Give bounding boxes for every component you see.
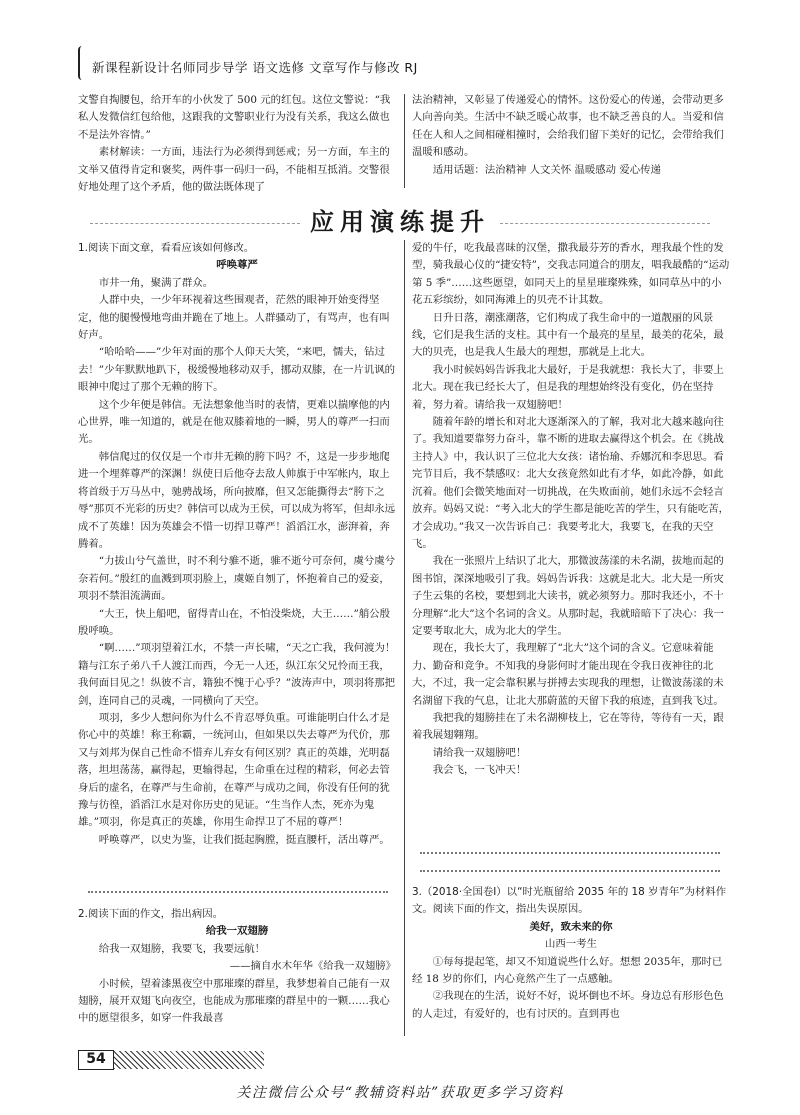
essay-2-epigraph: 给我一双翅膀，我要飞，我要远航！ xyxy=(98,942,266,955)
essay-3-paragraph: ①每每提起笔，却又不知道说些什么好。想想 2035年，那时已经 18 岁的你们，内心竟然产生了一点感触。 xyxy=(412,955,723,986)
column-divider xyxy=(404,94,405,188)
banner-ornament-left xyxy=(90,223,300,224)
applicable-topics: 适用话题：法治精神 人文关怀 温暖感动 爱心传递 xyxy=(432,163,661,176)
paragraph: 法治精神，又彰显了传递爱心的情怀。这份爱心的传递，会带动更多人向善向美。生活中不缺乏暖心故事，也不缺乏善良的人。当爱和信任在人和人之间相碰相撞时，会给我们留下美好的记忆，会带给我们温暖和感动。 xyxy=(412,94,724,159)
top-right-column xyxy=(412,92,730,179)
essay-3-author: 山西一考生 xyxy=(545,938,597,951)
material-interpretation: 素材解读：一方面，违法行为必须得到惩戒；另一方面，车主的文举又值得肯定和褒奖，两件事一码归一码，不能相互抵消。交警很好地处理了这个矛盾，他的做法既体现了 xyxy=(78,146,390,194)
footer-note: 关注微信公众号“教辅资料站”获取更多学习资料 xyxy=(236,1085,564,1101)
essay-1-paragraph: 这个少年便是韩信。无法想象他当时的表情，更难以揣摩他的内心世界，唯一知道的，就是在他双膝着地的一瞬，男人的尊严一扫而光。 xyxy=(78,398,390,446)
left-main-column xyxy=(78,240,396,849)
essay-1-paragraph: “大王，快上船吧，留得青山在，不怕没柴烧，大王……”艄公殷殷呼唤。 xyxy=(78,607,390,637)
essay-3-title: 美好，致未来的你 xyxy=(529,920,613,933)
answer-dotted-line xyxy=(420,870,720,872)
essay-2-source: ——摘自水木年华《给我一双翅膀》 xyxy=(229,960,396,973)
page-number: 54 xyxy=(78,1050,114,1070)
essay-1-paragraph: 人群中央，一少年环视着这些围观者，茫然的眼神开始变得坚定，他的腿慢慢地弯曲并跪在了地上。人群骚动了，有骂声，也有叫好声。 xyxy=(78,294,390,342)
essay-2-paragraph: 现在，我长大了，我理解了“北大”这个词的含义。它意味着能力、勤奋和竞争。不知我的身影何时才能出现在令我日夜神往的北大，不过，我一定会靠积累与拼搏去实现我的理想，让微波荡漾的未名湖留下我的气息，让北大那蔚蓝的天留下我的痕迹，直到我飞过。 xyxy=(412,642,724,707)
page-number-hatch xyxy=(114,1051,264,1069)
essay-3-paragraph: ②我现在的生活，说好不好，说坏倒也不坏。身边总有形形色色的人走过，有爱好的，也有讨厌的。直到再也 xyxy=(412,990,724,1020)
essay-1-paragraph: “力拔山兮气盖世，时不利兮骓不逝，骓不逝兮可奈何，虞兮虞兮奈若何。”殷红的血溅到项羽脸上，虞姬自刎了，怀抱着自己的爱妾，项羽不禁泪流满面。 xyxy=(78,555,396,603)
page-header xyxy=(70,44,750,82)
essay-2-paragraph: 小时候，望着漆黑夜空中那璀璨的群星，我梦想着自己能有一双翅膀，展开双翅飞向夜空，也能成为那璀璨的群星中的一颗……我心中的愿望很多，如穿一件我最喜 xyxy=(78,977,390,1025)
banner-ornament-right xyxy=(500,223,710,224)
column-divider xyxy=(404,240,405,1036)
question-3: 3.（2018·全国卷Ⅰ）以“时光瓶留给 2035 年的 18 岁青年”为材料作文。阅读下面的作文，指出失误原因。 xyxy=(412,886,727,916)
essay-2-paragraph: 请给我一双翅膀吧！ xyxy=(432,746,527,759)
essay-1-paragraph: 市井一角，聚满了群众。 xyxy=(98,276,214,289)
essay-1-title: 呼唤尊严 xyxy=(216,259,258,272)
essay-2-paragraph: 随着年龄的增长和对北大逐渐深入的了解，我对北大越来越向往了。我知道要靠努力奋斗，靠不断的进取去赢得这个机会。在《挑战主持人》中，我认识了三位北大女孩：诸怡瑜、乔娜沉和李思思。看完节目后，我不禁感叹：北大女孩竟然如此有才华，如此冷静，如此沉着。他们会微笑地面对一切挑战，在失败面前，她们永远不会轻言放弃。妈妈又说：“考入北大的学生都是能吃苦的学生，只有能吃苦，才会成功。”我又一次告诉自己：我要考北大，我要飞，在我的天空飞。 xyxy=(412,416,730,550)
essay-2-paragraph: 日升日落，潮涨潮落，它们构成了我生命中的一道靓丽的风景线，它们是我生活的支柱。其中有一个最亮的星星，最美的花朵，最大的贝壳，也是我人生最大的理想，那就是上北大。 xyxy=(412,311,724,359)
section-banner xyxy=(0,202,800,237)
question-2: 2.阅读下面的作文，指出病因。 xyxy=(78,908,223,920)
top-left-column xyxy=(78,92,396,196)
question-1: 1.阅读下面文章，看看应该如何修改。 xyxy=(78,242,255,254)
banner-title: 应用演练提升 xyxy=(310,208,490,236)
essay-1-paragraph: 呼唤尊严，以史为鉴，让我们挺起胸膛，挺直腰杆，活出尊严。 xyxy=(98,833,390,846)
header-title: 新课程新设计名师同步导学 语文选修 文章写作与修改 RJ xyxy=(92,60,418,75)
header-bracket xyxy=(78,46,82,80)
essay-2-paragraph: 我把我的翅膀挂在了未名湖柳枝上，它在等待，等待有一天，跟着我展翅翱翔。 xyxy=(412,711,724,742)
essay-2-paragraph: 我在一张照片上结识了北大，那微波荡漾的未名湖，拔地而起的图书馆，深深地吸引了我。妈妈告诉我：这就是北大。北大是一所灾子生云集的名校，要想到北大读书，就必须努力。那时我还小，不十分理解“北大”这个名词的含义。从那时起，我就暗暗下了决心：我一定要考取北大，成为北大的学生。 xyxy=(412,555,724,637)
essay-1-paragraph: 项羽，多少人想问你为什么不肯忍辱负重。可谁能明白什么才是你心中的英雄！称王称霸，一统河山，但如果以失去尊严为代价，那又与刘邦为保自己性命不惜弃儿弃女有何区别？真正的英雄，光明磊落，坦坦荡荡，赢得起，更输得起，生命重在过程的精彩，何必去管身后的虚名，在尊严与生命前，在尊严与成功之间，你没有任何的犹豫与彷徨，滔滔江水是对你历史的见证。“生当作人杰，死亦为鬼雄。”项羽，你是真正的英雄，你用生命捍卫了不屈的尊严！ xyxy=(78,711,390,829)
answer-dotted-line xyxy=(88,891,388,893)
essay-2-title: 给我一双翅膀 xyxy=(205,925,269,938)
essay-1-paragraph: 韩信爬过的仅仅是一个市井无赖的胯下吗？不，这是一步步地爬进一个埋葬尊严的深渊！纵使日后他夺去敌人帅旗于中军帐内，取上将首级于万马丛中，驰骋战场，所向披靡，但又怎能撕得去“胯下之辱”那页不光彩的历史？韩信可以成为王侯，可以成为将军，但却永远成不了英雄！因为英雄会不惜一切捍卫尊严！滔滔江水，澎湃着，奔腾着。 xyxy=(78,450,396,550)
right-main-column xyxy=(412,240,730,780)
paragraph: 文警自掏腰包，给开车的小伙发了 500 元的红包。这位文警说：“我私人发微信红包给他，这跟我的文警职业行为没有关系，我这么做也不是法外容情。” xyxy=(78,94,391,141)
question-2-block xyxy=(78,906,396,1028)
answer-dotted-line xyxy=(420,852,720,854)
essay-1-paragraph: “哈哈哈——”少年对面的那个人仰天大笑，“来吧，懦夫，钻过去！”少年默默地趴下，极缓慢地移动双手，挪动双膝，在一片讥讽的眼神中爬过了那个无赖的胯下。 xyxy=(78,346,396,394)
essay-2-paragraph: 我小时候妈妈告诉我北大最好，于是我就想：我长大了，非要上北大。现在我已经长大了，但是我的理想始终没有变化，仍在坚持着，努力着。请给我一双翅膀吧！ xyxy=(412,363,724,411)
essay-2-paragraph: 我会飞，一飞冲天！ xyxy=(432,764,527,777)
question-3-block xyxy=(412,884,730,1023)
essay-1-paragraph: “啊……”项羽望着江水，不禁一声长啸，“天之亡我，我何渡为！籍与江东子弟八千人渡江而西，今无一人还，纵江东父兄怜而王我，我何面目见之！纵彼不言，籍独不愧于心乎？”波涛声中，项羽将那把剑，连同自己的灵魂，一同横向了天空。 xyxy=(78,642,396,707)
essay-2-continued: 爱的牛仔，吃我最喜昧的汉堡，撒我最芬芳的香水，理我最个性的发型，骑我最心仪的“捷安特”，交我志同道合的朋友，唱我最酷的“运动第 5 季”……这些愿望，如同天上的星星璀璨殊殊，如同草丛中的小花五彩缤纷，如同海滩上的贝壳不计其数。 xyxy=(412,242,730,307)
